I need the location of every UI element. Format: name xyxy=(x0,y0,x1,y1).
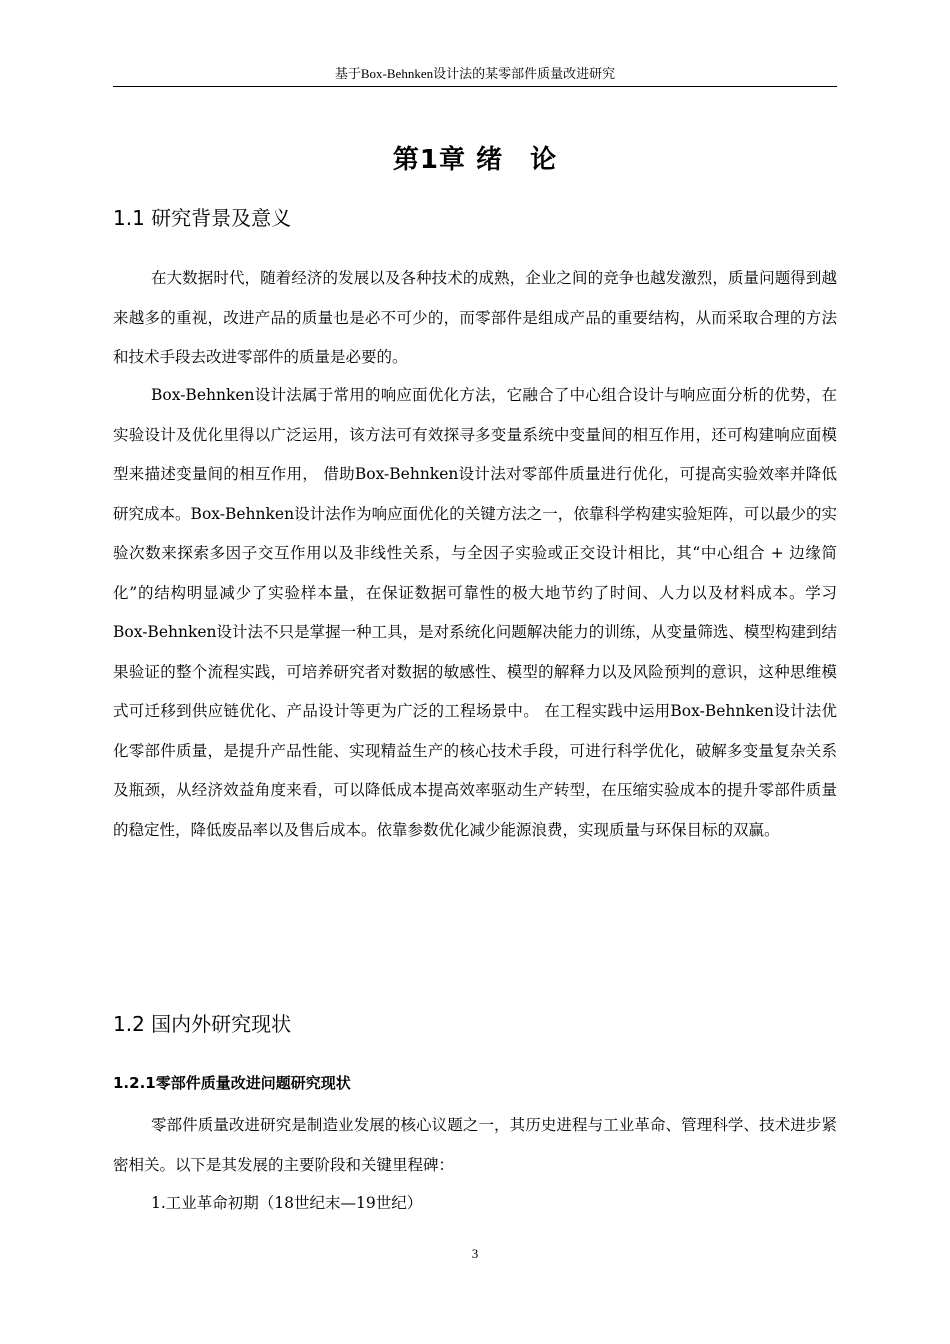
subsection-heading-1-2-1: 1.2.1零部件质量改进问题研究现状 xyxy=(113,1074,351,1092)
section-heading-1-1: 1.1 研究背景及意义 xyxy=(113,206,292,230)
list-item-industrial-revolution: 1.工业革命初期（18世纪末—19世纪） xyxy=(151,1194,423,1212)
paragraph-status-intro: 零部件质量改进研究是制造业发展的核心议题之一，其历史进程与工业革命、管理科学、技术进步紧密相关。以下是其发展的主要阶段和关键里程碑： xyxy=(113,1116,837,1174)
page-number: 3 xyxy=(471,1246,479,1261)
section-heading-1-2: 1.2 国内外研究现状 xyxy=(113,1012,292,1036)
running-header-title: 基于Box-Behnken设计法的某零部件质量改进研究 xyxy=(334,66,616,81)
paragraph-background-1: 在大数据时代，随着经济的发展以及各种技术的成熟，企业之间的竞争也越发激烈，质量问题得到越来越多的重视，改进产品的质量也是必不可少的，而零部件是组成产品的重要结构，从而采取合理的方法和技术手段去改进零部件的质量是必要的。 xyxy=(113,269,837,366)
paragraph-background-2: Box-Behnken设计法属于常用的响应面优化方法，它融合了中心组合设计与响应面分析的优势，在实验设计及优化里得以广泛运用，该方法可有效探寻多变量系统中变量间的相互作用，还可构建响应面模型来描述变量间的相互作用， 借助Box-Behnken设计法对零部件质量进行优化，可提高实验效率并降低研究成本。Box-Behnken设计法作为响应面优化的关键方法之一，依靠科学构建实验矩阵，可以最少的实验次数来探索多因子交互作用以及非线性关系，与全因子实验或正交设计相比，其“中心组合 + 边缘简化”的结构明显减少了实验样本量，在保证数据可靠性的极大地节约了时间、人力以及材料成本。学习Box-Behnken设计法不只是掌握一种工具，是对系统化问题解决能力的训练，从变量筛选、模型构建到结果验证的整个流程实践，可培养研究者对数据的敏感性、模型的解释力以及风险预判的意识，这种思维模式可迁移到供应链优化、产品设计等更为广泛的工程场景中。 在工程实践中运用Box-Behnken设计法优化零部件质量，是提升产品性能、实现精益生产的核心技术手段，可进行科学优化，破解多变量复杂关系及瓶颈，从经济效益角度来看，可以降低成本提高效率驱动生产转型，在压缩实验成本的提升零部件质量的稳定性，降低废品率以及售后成本。依靠参数优化减少能源浪费，实现质量与环保目标的双赢。 xyxy=(113,386,837,839)
header-divider xyxy=(113,86,837,87)
chapter-title: 第1章 绪 论 xyxy=(392,145,558,175)
